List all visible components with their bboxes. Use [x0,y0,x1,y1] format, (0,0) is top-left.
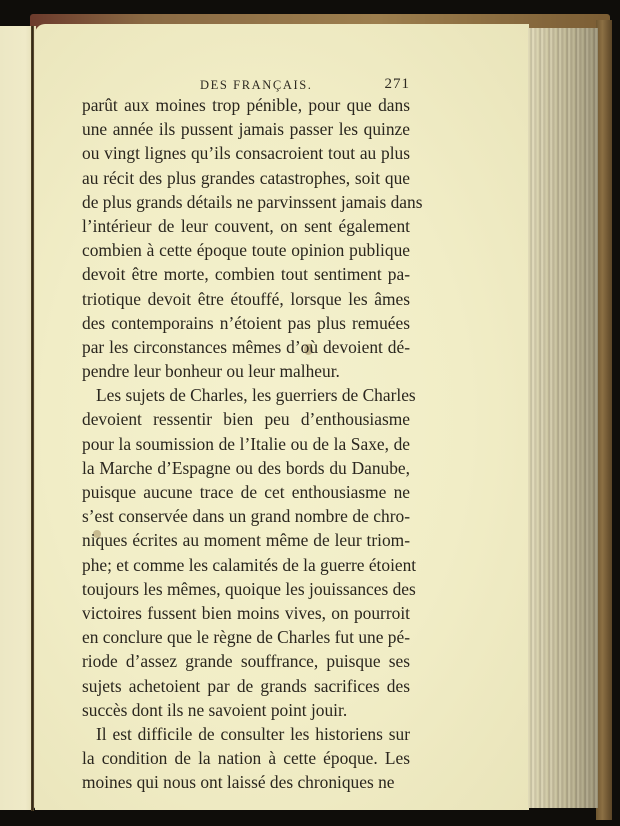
text-line: la condition de la nation à cette époque. Les [82,748,410,769]
text-line: devoient ressentir bien peu d’enthousiasme [82,409,410,430]
page-number: 271 [384,76,410,92]
text-line: devoit être morte, combien tout sentiment pa- [82,264,410,285]
paragraph [82,383,417,722]
text-line: en conclure que le règne de Charles fut une pé- [82,627,410,648]
text-line: une année ils pussent jamais passer les quinze [82,119,410,140]
text-line: s’est conservée dans un grand nombre de chro- [82,506,410,527]
book-cover-right-edge [596,20,612,820]
text-line: toujours les mêmes, quoique les jouissances des [82,578,416,599]
text-line: ou vingt lignes qu’ils consacroient tout au plus [82,143,410,164]
text-line: puisque aucune trace de cet enthousiasme ne [82,482,410,502]
text-line: triotique devoit être étouffé, lorsque les âmes [82,288,410,309]
body-text [82,93,423,794]
text-line: des contemporains n’étoient pas plus remuées [82,312,410,333]
text-line: combien à cette époque toute opinion publique [82,240,410,261]
text-line: au récit des plus grandes catastrophes, soit que [82,167,410,188]
book-fore-edge-pages [528,28,598,808]
text-line: la Marche d’Espagne ou des bords du Danube, [82,457,410,478]
text-line: Il est difficile de consulter les historiens sur [96,723,410,744]
text-line: Les sujets de Charles, les guerriers de Charles [96,385,416,406]
running-head: DES FRANÇAIS. [200,78,313,92]
text-line: riode d’assez grande souffrance, puisque ses [82,651,410,672]
text-line: par les circonstances mêmes d’où devoient dé- [82,336,410,357]
text-line: succès dont ils ne savoient point jouir. [82,699,348,720]
text-line: sujets achetoient par de grands sacrifices des [82,675,410,696]
paragraph [82,93,423,383]
text-line: victoires fussent bien moins vives, on pourroit [82,602,410,623]
text-line: moines qui nous ont laissé des chroniques ne [82,772,395,793]
book-gutter [31,26,34,811]
text-line: l’intérieur de leur couvent, on sent également [82,215,410,236]
text-line: niques écrites au moment même de leur triom- [82,530,410,551]
text-line: de plus grands détails ne parvinssent jamais dans [82,191,423,212]
text-line: pendre leur bonheur ou leur malheur. [82,361,340,382]
paragraph [82,722,410,795]
text-line: pour la soumission de l’Italie ou de la Saxe, de [82,433,410,454]
text-line: phe; et comme les calamités de la guerre étoient [82,554,417,575]
text-line: parût aux moines trop pénible, pour que dans [82,95,410,115]
